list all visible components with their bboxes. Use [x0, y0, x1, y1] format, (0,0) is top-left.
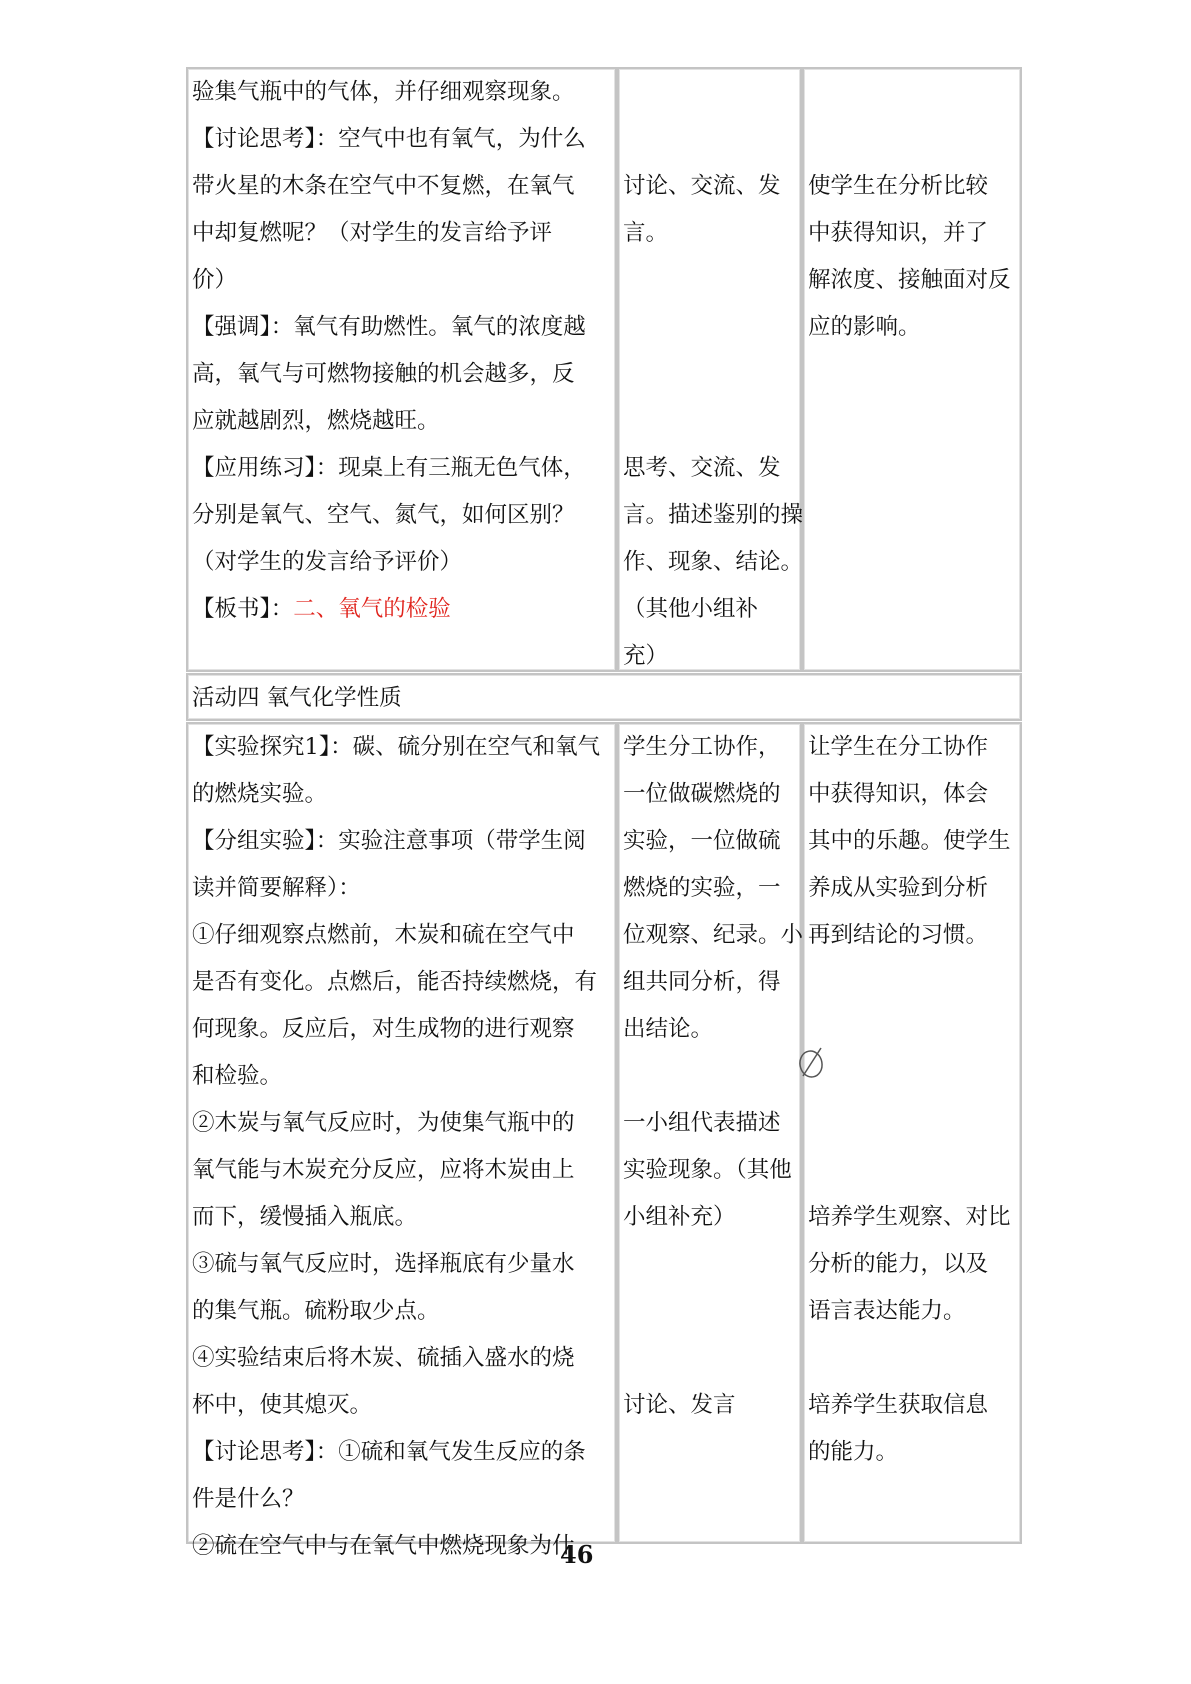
design-intent-line: [808, 1053, 1020, 1100]
content-line: 【分组实验】：实验注意事项（带学生阅: [192, 828, 586, 854]
content-line: 中却复燃呢？（对学生的发言给予评: [192, 220, 553, 246]
design-intent-line: 培养学生观察、对比: [808, 1204, 1011, 1230]
content-line: 和检验。: [192, 1063, 283, 1089]
student-activity-line: 燃烧的实验，一: [623, 875, 781, 901]
page-number: 46: [560, 1540, 594, 1569]
content-line: 高，氧气与可燃物接触的机会越多，反: [192, 361, 575, 387]
activity-header: 活动四 氧气化学性质: [192, 685, 402, 711]
row1-design-intent-cell: [802, 67, 1022, 672]
design-intent-line: 的能力。: [808, 1439, 899, 1465]
row2-student-activity-cell: [617, 722, 802, 1544]
content-line: ②木炭与氧气反应时，为使集气瓶中的: [192, 1110, 575, 1136]
content-line: 价）: [192, 267, 238, 293]
design-intent-line: [808, 69, 1020, 116]
content-line: 验集气瓶中的气体，并仔细观察现象。: [192, 79, 575, 105]
student-activity-line: 言。描述鉴别的操: [623, 502, 804, 528]
content-line: 读并简要解释）：: [192, 875, 361, 901]
content-line: 分别是氧气、空气、氮气，如何区别？: [192, 502, 575, 528]
student-activity-line: （其他小组补: [623, 596, 759, 622]
student-activity-line: 组共同分析，得: [623, 969, 781, 995]
board-heading: 二、氧气的检验: [293, 596, 451, 622]
student-activity-line: 充）: [623, 643, 669, 669]
student-activity-line: 实验，一位做硫: [623, 828, 781, 854]
student-activity-line: [623, 1053, 800, 1100]
design-intent-line: [808, 1006, 1020, 1053]
content-line: 氧气能与木炭充分反应，应将木炭由上: [192, 1157, 575, 1183]
student-activity-line: 学生分工协作，: [623, 734, 781, 760]
content-line: 应就越剧烈，燃烧越旺。: [192, 408, 440, 434]
student-activity-line: 出结论。: [623, 1016, 714, 1042]
content-line: 【讨论思考】：空气中也有氧气，为什么: [192, 126, 586, 152]
content-line: ④实验结束后将木炭、硫插入盛水的烧: [192, 1345, 575, 1371]
student-activity-line: [623, 116, 800, 163]
student-activity-line: 讨论、交流、发: [623, 173, 781, 199]
content-line: 带火星的木条在空气中不复燃，在氧气: [192, 173, 575, 199]
design-intent-line: 中获得知识，并了: [808, 220, 989, 246]
design-intent-line: 养成从实验到分析: [808, 875, 989, 901]
student-activity-line: [623, 69, 800, 116]
row2-design-intent-cell: [802, 722, 1022, 1544]
row1-student-activity-cell: [617, 67, 802, 672]
design-intent-line: 应的影响。: [808, 314, 921, 340]
content-line: 【讨论思考】：①硫和氧气发生反应的条: [192, 1439, 586, 1465]
student-activity-line: [623, 351, 800, 398]
board-label: 【板书】：: [192, 596, 294, 622]
student-activity-line: 言。: [623, 220, 669, 246]
student-activity-line: [623, 398, 800, 445]
content-line: 的集气瓶。硫粉取少点。: [192, 1298, 440, 1324]
student-activity-line: 小组补充）: [623, 1204, 736, 1230]
content-line: ①仔细观察点燃前，木炭和硫在空气中: [192, 922, 575, 948]
content-line: 是否有变化。点燃后，能否持续燃烧，有: [192, 969, 598, 995]
design-intent-line: [808, 959, 1020, 1006]
student-activity-line: 实验现象。（其他: [623, 1157, 792, 1183]
student-activity-line: 位观察、纪录。小: [623, 922, 804, 948]
content-line: 件是什么？: [192, 1486, 305, 1512]
student-activity-line: 思考、交流、发: [623, 455, 781, 481]
student-activity-line: 一位做碳燃烧的: [623, 781, 781, 807]
content-line: 而下，缓慢插入瓶底。: [192, 1204, 418, 1230]
student-activity-line: [623, 1335, 800, 1382]
student-activity-line: 讨论、发言: [623, 1392, 736, 1418]
design-intent-line: [808, 1100, 1020, 1147]
content-line: 的燃烧实验。: [192, 781, 328, 807]
design-intent-line: 再到结论的习惯。: [808, 922, 989, 948]
student-activity-line: 一小组代表描述: [623, 1110, 781, 1136]
row1-content-cell: [186, 67, 617, 672]
design-intent-line: 其中的乐趣。使学生: [808, 828, 1011, 854]
design-intent-line: [808, 116, 1020, 163]
design-intent-line: 分析的能力，以及: [808, 1251, 989, 1277]
design-intent-line: 让学生在分工协作: [808, 734, 989, 760]
design-intent-line: 语言表达能力。: [808, 1298, 966, 1324]
content-line: 何现象。反应后，对生成物的进行观察: [192, 1016, 575, 1042]
content-line: （对学生的发言给予评价）: [192, 549, 463, 575]
content-line: 【实验探究1】：碳、硫分别在空气和氧气: [192, 734, 601, 760]
design-intent-line: 使学生在分析比较: [808, 173, 989, 199]
student-activity-line: 作、现象、结论。: [623, 549, 804, 575]
student-activity-line: [623, 257, 800, 304]
student-activity-line: [623, 304, 800, 351]
design-intent-line: 解浓度、接触面对反: [808, 267, 1011, 293]
design-intent-line: [808, 1335, 1020, 1382]
content-line: 【应用练习】：现桌上有三瓶无色气体，: [192, 455, 586, 481]
content-line: 杯中，使其熄灭。: [192, 1392, 373, 1418]
design-intent-line: 中获得知识，体会: [808, 781, 989, 807]
student-activity-line: [623, 1288, 800, 1335]
content-line: [192, 586, 615, 633]
activity-header-cell: [186, 673, 1022, 721]
content-line: 【强调】：氧气有助燃性。氧气的浓度越: [192, 314, 586, 340]
content-line: ②硫在空气中与在氧气中燃烧现象为什: [192, 1533, 575, 1559]
content-line: ③硫与氧气反应时，选择瓶底有少量水: [192, 1251, 575, 1277]
design-intent-line: 培养学生获取信息: [808, 1392, 989, 1418]
student-activity-line: [623, 1241, 800, 1288]
pencil-mark-icon: [795, 1042, 831, 1082]
design-intent-line: [808, 1147, 1020, 1194]
